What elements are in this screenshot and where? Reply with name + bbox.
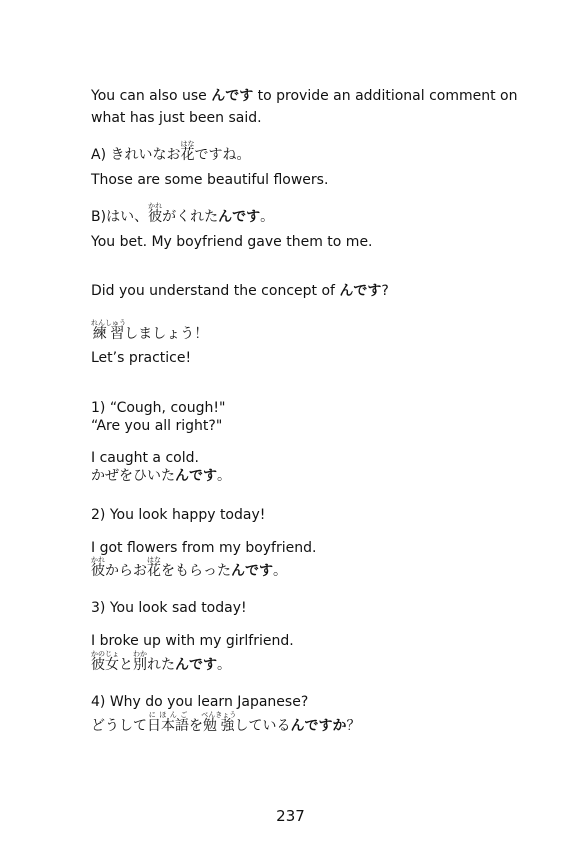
answer-text: からお (105, 563, 147, 579)
intro-text-cont: to provide an additional comment on (253, 88, 518, 104)
ruby-reading: れんしゅう (91, 319, 126, 327)
question-text: Did you understand the concept of (91, 283, 340, 299)
answer-end: 。 (217, 468, 231, 484)
exercise-1-prompt: 1) “Cough, cough!" (91, 400, 226, 416)
furigana-1 (91, 650, 119, 673)
kanji: 別 (133, 657, 147, 673)
kanji: 彼 (148, 209, 163, 225)
answer-text: を (189, 718, 203, 734)
example-b-text: B)はい、 (91, 209, 149, 225)
furigana-2 (133, 650, 147, 673)
exercise-1-answer-en: I caught a cold. (91, 450, 199, 466)
exercise-3-prompt: 3) You look sad today! (91, 600, 247, 616)
answer-text-pre: どうして (91, 718, 147, 734)
example-b-jp (91, 202, 274, 227)
ruby-reading: かのじょ (91, 650, 119, 658)
example-b-text-mid: がくれた (162, 209, 219, 225)
intro-line-1 (91, 86, 517, 106)
answer-end: 。 (217, 657, 231, 673)
example-a-text: A) きれいなお (91, 147, 181, 163)
intro-line-2: what has just been said. (91, 110, 262, 126)
intro-text: You can also use (91, 88, 212, 104)
ruby-reading: わか (133, 650, 147, 658)
furigana-1 (147, 711, 189, 734)
exercise-3-answer-jp (91, 650, 231, 675)
exercise-2-answer-jp (91, 556, 287, 581)
exercise-1-prompt-2: “Are you all right?" (91, 418, 223, 434)
example-a-jp (91, 140, 251, 165)
practice-heading-jp (91, 319, 208, 344)
answer-end: 。 (273, 563, 287, 579)
example-a-en: Those are some beautiful flowers. (91, 172, 329, 188)
practice-furigana (91, 319, 126, 342)
exercise-4-answer-jp (91, 711, 361, 736)
answer-bold-ndesu: んです (175, 657, 217, 673)
exercise-1-answer-jp (91, 466, 231, 486)
exercise-4-prompt: 4) Why do you learn Japanese? (91, 694, 309, 710)
answer-text-mid: をもらった (161, 563, 231, 579)
example-b-bold-ndesu: んです (218, 209, 261, 225)
example-a-furigana (180, 140, 195, 163)
example-b-furigana (148, 202, 163, 225)
kanji: 彼女 (91, 657, 119, 673)
ruby-reading: にほんご (147, 711, 189, 719)
ruby-reading: はな (180, 140, 195, 148)
answer-end: ？ (346, 718, 361, 734)
question-mark: ? (381, 283, 389, 299)
ruby-reading: はな (147, 556, 161, 564)
answer-text-mid: している (234, 718, 291, 734)
exercise-3-answer-en: I broke up with my girlfriend. (91, 633, 294, 649)
answer-text: かぜをひいた (91, 468, 175, 484)
page-number: 237 (276, 807, 305, 825)
exercise-2-answer-en: I got flowers from my boyfriend. (91, 540, 317, 556)
kanji: 彼 (91, 563, 105, 579)
answer-bold-ndesu: んです (175, 468, 217, 484)
answer-text: と (119, 657, 133, 673)
answer-bold-ndesu: んです (231, 563, 273, 579)
concept-question (91, 281, 389, 301)
ruby-reading: かれ (148, 202, 163, 210)
kanji: 花 (180, 147, 195, 163)
furigana-2 (147, 556, 161, 579)
kanji: 練習 (91, 326, 126, 342)
furigana-2 (201, 711, 237, 734)
intro-bold-ndesu: んです (211, 88, 254, 104)
practice-text: しましょう！ (124, 326, 209, 342)
furigana-1 (91, 556, 105, 579)
question-bold-ndesu: んです (339, 283, 382, 299)
example-a-text-end: ですね。 (194, 147, 251, 163)
kanji: 日本語 (147, 718, 189, 734)
kanji: 勉強 (201, 718, 237, 734)
example-b-text-end: 。 (260, 209, 275, 225)
exercise-2-prompt: 2) You look happy today! (91, 507, 266, 523)
ruby-reading: かれ (91, 556, 105, 564)
example-b-en: You bet. My boyfriend gave them to me. (91, 234, 373, 250)
ruby-reading: べんきょう (201, 711, 237, 719)
kanji: 花 (147, 563, 161, 579)
answer-bold-ndesuka: んですか (290, 718, 347, 734)
answer-text-mid: れた (147, 657, 175, 673)
practice-heading-en: Let’s practice! (91, 350, 192, 366)
